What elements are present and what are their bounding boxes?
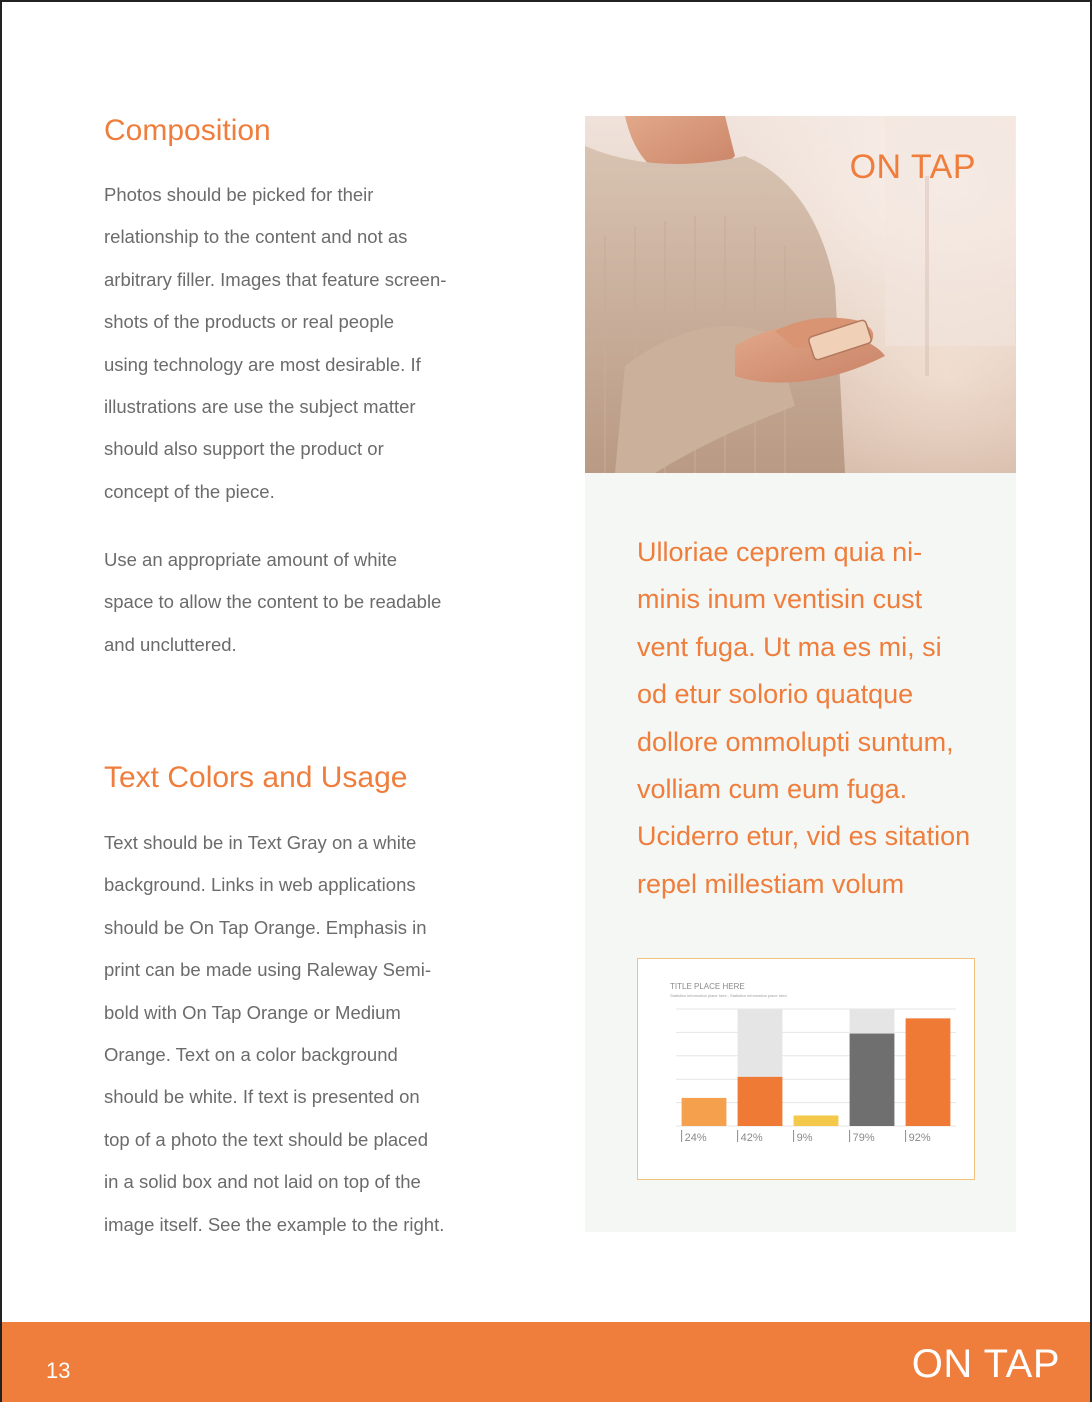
- text-line: arbitrary filler. Images that feature screen-: [104, 268, 447, 290]
- text-line: relationship to the content and not as: [104, 226, 408, 248]
- text-line: top of a photo the text should be placed: [104, 1128, 428, 1150]
- text-line: should be white. If text is presented on: [104, 1086, 420, 1108]
- chart-bar: [850, 1034, 895, 1126]
- chart-tick-labels: [682, 1130, 931, 1144]
- chart-bar: [738, 1077, 783, 1126]
- quote-line: vent fuga. Ut ma es mi, si: [637, 631, 942, 662]
- bar-chart: [637, 958, 975, 1180]
- chart-tick-label: 92%: [908, 1132, 931, 1144]
- text-line: space to allow the content to be readable: [104, 591, 442, 613]
- photo-overlay-title: ON TAP: [849, 148, 976, 186]
- text-line: concept of the piece.: [104, 480, 275, 502]
- chart-tick-label: 9%: [796, 1132, 813, 1144]
- text-line: Photos should be picked for their: [104, 184, 374, 205]
- text-line: print can be made using Raleway Semi-: [104, 959, 431, 981]
- text-line: Text should be in Text Gray on a white: [104, 832, 417, 853]
- chart-bars: [682, 1018, 951, 1126]
- chart-title: TITLE PLACE HERE: [670, 982, 745, 991]
- composition-paragraph-2: [104, 539, 484, 666]
- hero-photo: [585, 116, 1016, 473]
- composition-paragraph-1: [104, 174, 484, 513]
- chart-tick-label: 42%: [740, 1132, 763, 1144]
- page-number: 13: [46, 1358, 71, 1383]
- quote-line: repel millestiam volum: [637, 868, 905, 899]
- chart-bar: [682, 1098, 727, 1126]
- text-line: illustrations are use the subject matter: [104, 396, 416, 418]
- quote-line: Uciderro etur, vid es sitation: [637, 821, 971, 852]
- text-line: shots of the products or real people: [104, 311, 395, 333]
- text-line: Orange. Text on a color background: [104, 1044, 398, 1066]
- footer-brand: ON TAP: [911, 1342, 1060, 1386]
- text-colors-heading: Text Colors and Usage: [104, 761, 408, 794]
- quote-line: dollore ommolupti suntum,: [637, 726, 954, 757]
- chart-tick-label: 79%: [852, 1132, 875, 1144]
- text-line: using technology are most desirable. If: [104, 353, 421, 375]
- text-line: background. Links in web applications: [104, 874, 416, 896]
- text-line: and uncluttered.: [104, 633, 237, 655]
- callout-quote: [637, 529, 1007, 908]
- text-line: bold with On Tap Orange or Medium: [104, 1001, 401, 1023]
- quote-line: minis inum ventisin cust: [637, 584, 923, 615]
- composition-heading: Composition: [104, 114, 271, 147]
- text-line: image itself. See the example to the right.: [104, 1213, 445, 1235]
- text-colors-paragraph: [104, 822, 484, 1246]
- text-line: should be On Tap Orange. Emphasis in: [104, 916, 427, 938]
- text-line: Use an appropriate amount of white: [104, 549, 398, 570]
- text-line: should also support the product or: [104, 438, 384, 460]
- quote-line: Ulloriae ceprem quia ni-: [637, 537, 923, 567]
- bar-chart-svg: [638, 959, 976, 1181]
- chart-bar: [794, 1115, 839, 1126]
- chart-tick-label: 24%: [684, 1132, 707, 1144]
- text-line: in a solid box and not laid on top of the: [104, 1171, 421, 1193]
- footer-bar: [2, 1322, 1090, 1402]
- quote-line: od etur solorio quatque: [637, 679, 914, 710]
- chart-subtitle: Statistics information place here., Statistics information place here.: [670, 993, 788, 998]
- chart-bar: [906, 1018, 951, 1126]
- quote-line: volliam cum eum fuga.: [637, 774, 908, 805]
